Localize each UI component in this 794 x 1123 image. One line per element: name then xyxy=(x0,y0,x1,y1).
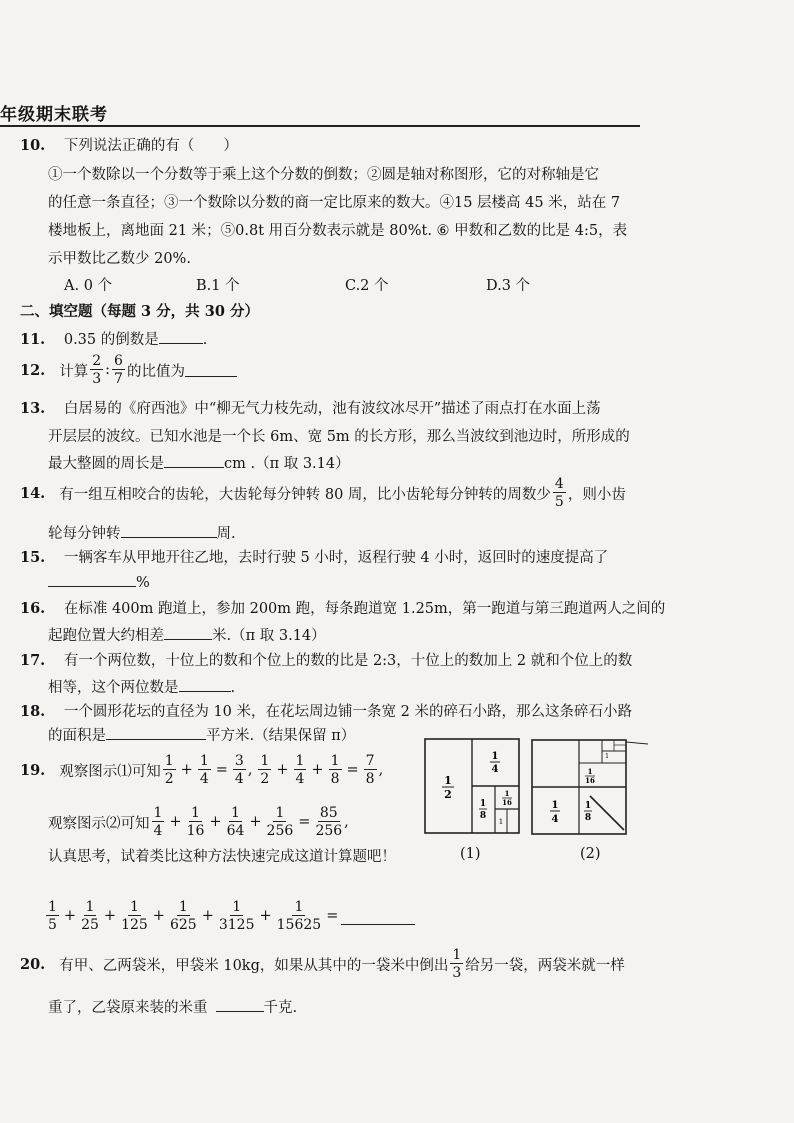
svg-text:8: 8 xyxy=(584,813,592,823)
q20-text2: 重了，乙袋原来装的米重 xyxy=(48,1000,208,1016)
header-rule xyxy=(0,125,640,127)
q12-number: 12. xyxy=(20,361,46,379)
q15-line2 xyxy=(48,573,150,591)
q13-text3: 最大整圆的周长是 xyxy=(48,456,164,472)
q12-fraction-b: 6 7 xyxy=(114,353,123,387)
q18-number: 18. xyxy=(20,703,46,720)
option-c: C.2 个 xyxy=(345,278,389,294)
q20-line2 xyxy=(48,996,297,1017)
svg-text:8: 8 xyxy=(479,811,487,821)
q19-line2: 观察图示⑵可知 1 4 + $\frac{1}{16}$ + $\frac{1}{64}$ + $\frac{1}{256}$ = $\frac{85}{256}$ , xyxy=(48,805,349,839)
fig2-sixteenth-label xyxy=(585,767,595,785)
q14-text1: 有一组互相咬合的齿轮，大齿轮每分钟转 80 周，比小齿轮每分钟转的周数少 xyxy=(59,486,551,503)
q15-line1 xyxy=(20,546,608,567)
q14-fraction: 4 5 xyxy=(554,476,564,510)
q12 xyxy=(20,350,237,390)
q18-text1: 一个圆形花坛的直径为 10 米，在花坛周边铺一条宽 2 米的碎石小路，那么这条碎石小路 xyxy=(63,704,632,720)
q18-text2: 的面积是 xyxy=(48,728,106,744)
q11-number: 11. xyxy=(20,331,46,348)
q14-text2b: 周. xyxy=(216,526,236,542)
q19-observe1: 观察图示⑴可知 xyxy=(59,763,161,780)
eq4-frac-1: 1 5 xyxy=(48,899,57,933)
q17-number: 17. xyxy=(20,652,46,669)
q17-text1: 有一个两位数，十位上的数和个位上的数的比是 2:3，十位上的数加上 2 就和个位上的数 xyxy=(63,653,633,669)
option-d: D.3 个 xyxy=(486,278,531,294)
q10-number: 10. xyxy=(20,137,46,154)
svg-text:4: 4 xyxy=(551,814,559,825)
svg-text:1: 1 xyxy=(587,767,593,776)
q19-number: 19. xyxy=(20,761,46,779)
q12-pre: 计算 xyxy=(59,363,89,380)
svg-text:16: 16 xyxy=(585,776,595,785)
q17-line1 xyxy=(20,649,632,670)
fig2-quarter-label xyxy=(550,800,560,825)
q11-period: . xyxy=(202,332,208,348)
fig1-tiny-label: 1 xyxy=(498,818,504,826)
q16-text1: 在标准 400m 跑道上，参加 200m 跑，每条跑道宽 1.25m，第一跑道与第三跑道两人之间的 xyxy=(63,601,666,617)
q12-colon: : xyxy=(105,362,111,378)
fig1-eighth-label xyxy=(479,799,487,821)
q10-stem xyxy=(20,134,238,155)
eq4-frac-3: $\frac{1}{125}$ xyxy=(121,899,148,933)
q13-text1: 白居易的《府西池》中“柳无气力枝先动，池有波纹冰尽开”描述了雨点打在水面上荡 xyxy=(63,401,601,417)
q10-line2: 的任意一条直径；③一个数除以分数的商一定比原来的数大。④15 层楼高 45 米，站在 7 xyxy=(48,195,621,211)
q18-text2b: 平方米.（结果保留 π） xyxy=(206,728,356,744)
q17-text2b: . xyxy=(230,680,236,696)
q20-answer-blank[interactable] xyxy=(216,998,264,1012)
q16-line2 xyxy=(48,624,326,645)
fig1-half-label xyxy=(442,774,454,801)
svg-text:1: 1 xyxy=(584,801,592,811)
option-a: A. 0 个 xyxy=(64,278,113,294)
q17-answer-blank[interactable] xyxy=(179,678,231,692)
svg-text:1: 1 xyxy=(551,800,559,811)
eq3-frac-3: $\frac{1}{64}$ xyxy=(226,805,245,839)
q13-line3 xyxy=(48,452,350,473)
eq3-frac-4: $\frac{1}{256}$ xyxy=(266,805,294,839)
figure-1 xyxy=(424,738,524,838)
q12-fraction-a: 2 3 xyxy=(92,353,102,387)
q14-answer-blank[interactable] xyxy=(121,524,217,538)
figure-2 xyxy=(530,738,652,838)
q14-line1 xyxy=(20,472,626,514)
svg-text:1: 1 xyxy=(479,799,487,809)
q20-fraction: 1 3 xyxy=(452,947,462,981)
q20-text1: 有甲、乙两袋米，甲袋米 10kg，如果从其中的一袋米中倒出 xyxy=(59,957,449,974)
eq2-frac-1: 1 2 xyxy=(260,753,270,787)
q16-answer-blank[interactable] xyxy=(164,626,212,640)
eq4-frac-2: $\frac{1}{25}$ xyxy=(81,899,99,933)
q19-observe2: 观察图示⑵可知 xyxy=(48,815,150,832)
svg-text:4: 4 xyxy=(491,764,499,775)
fig1-sixteenth-label xyxy=(502,789,512,807)
fig2-small-label: 1 xyxy=(605,753,609,760)
q19-line1: 19. 观察图示⑴可知 1 2 + $\frac{1}{4}$ = $\frac{3}{4}$ , 1 2 + $\frac{1}{4}$ + $\frac{1}{8}$ = $\frac{7}{8}$ , xyxy=(20,753,384,787)
q19-answer-blank[interactable] xyxy=(341,911,415,925)
eq2-frac-4: $\frac{7}{8}$ xyxy=(365,753,375,787)
exam-header: 年级期末联考 xyxy=(0,105,108,125)
fig1-quarter-label xyxy=(490,751,500,775)
q20-number: 20. xyxy=(20,955,46,973)
eq2-frac-2: $\frac{1}{4}$ xyxy=(295,753,305,787)
eq3-frac-5: $\frac{85}{256}$ xyxy=(315,805,343,839)
q20-text1b: 给另一袋，两袋米就一样 xyxy=(465,957,625,974)
q18-answer-blank[interactable] xyxy=(106,726,206,740)
q19-think: 认真思考，试着类比这种方法快速完成这道计算题吧！ xyxy=(48,849,396,865)
svg-text:1: 1 xyxy=(491,751,499,762)
q13-line2: 开层层的波纹。已知水池是一个长 6m、宽 5m 的长方形，那么当波纹到池边时，所形成的 xyxy=(48,429,630,445)
eq3-frac-1: 1 4 xyxy=(153,805,163,839)
fig2-eighth-label xyxy=(584,801,592,823)
q18-line1 xyxy=(20,700,632,721)
q20-text2b: 千克. xyxy=(263,1000,298,1016)
q14-number: 14. xyxy=(20,484,46,502)
q15-number: 15. xyxy=(20,549,46,566)
eq1-frac-3: $\frac{3}{4}$ xyxy=(234,753,244,787)
q11 xyxy=(20,328,207,349)
q11-answer-blank[interactable] xyxy=(159,330,203,344)
q15-percent: % xyxy=(136,575,150,591)
q17-line2 xyxy=(48,676,235,697)
section-title: 二、填空题（每题 3 分，共 30 分） xyxy=(20,303,259,320)
eq4-frac-5: $\frac{1}{3125}$ xyxy=(218,899,255,933)
q10-line1: ①一个数除以一个分数等于乘上这个分数的倒数；②圆是轴对称图形，它的对称轴是它 xyxy=(48,167,599,183)
eq4-frac-4: $\frac{1}{625}$ xyxy=(169,899,197,933)
eq3-frac-2: $\frac{1}{16}$ xyxy=(186,805,205,839)
q17-text2: 相等，这个两位数是 xyxy=(48,680,179,696)
q14-text2: 轮每分钟转 xyxy=(48,526,121,542)
q13-line1 xyxy=(20,397,601,418)
q16-text2b: 米.（π 取 3.14） xyxy=(212,628,326,644)
q10-text: 下列说法正确的有（ ） xyxy=(63,138,238,154)
q16-text2: 起跑位置大约相差 xyxy=(48,628,164,644)
eq1-frac-1: 1 2 xyxy=(164,753,174,787)
eq4-frac-6: $\frac{1}{15625}$ xyxy=(276,899,322,933)
svg-text:16: 16 xyxy=(502,798,512,807)
q10-line4: 示甲数比乙数少 20%. xyxy=(48,251,191,267)
q16-number: 16. xyxy=(20,600,46,617)
q12-post: 的比值为 xyxy=(126,363,185,380)
q13-number: 13. xyxy=(20,400,46,417)
figure-1-caption: (1) xyxy=(460,846,481,862)
q10-line3: 楼地板上，离地面 21 米；⑤0.8t 用百分数表示就是 80%t. ⑥ 甲数和乙数的比是 4:5，表 xyxy=(48,223,628,239)
q13-text3b: cm .（π 取 3.14） xyxy=(224,456,350,472)
svg-text:2: 2 xyxy=(444,788,452,801)
q14-text1b: ，则小齿 xyxy=(567,486,626,503)
q19-computation: 1 5 + $\frac{1}{25}$ + $\frac{1}{125}$ + $\frac{1}{625}$ + $\frac{1}{3125}$ + $\frac{1}{15625}$ = xyxy=(44,893,415,939)
eq2-frac-3: $\frac{1}{8}$ xyxy=(330,753,340,787)
svg-text:1: 1 xyxy=(444,774,452,787)
figure-2-caption: (2) xyxy=(580,846,601,862)
q13-answer-blank[interactable] xyxy=(164,454,224,468)
q14-line2 xyxy=(48,522,236,543)
eq1-frac-2: $\frac{1}{4}$ xyxy=(199,753,209,787)
option-b: B.1 个 xyxy=(196,278,240,294)
q12-answer-blank[interactable] xyxy=(185,363,237,377)
q20-line1 xyxy=(20,942,625,986)
q15-text1: 一辆客车从甲地开往乙地，去时行驶 5 小时，返程行驶 4 小时，返回时的速度提高了 xyxy=(63,550,609,566)
q15-answer-blank[interactable] xyxy=(48,573,136,587)
q18-line2 xyxy=(48,724,355,745)
q16-line1 xyxy=(20,597,665,618)
q11-text: 0.35 的倒数是 xyxy=(63,332,159,348)
svg-text:1: 1 xyxy=(504,789,510,798)
